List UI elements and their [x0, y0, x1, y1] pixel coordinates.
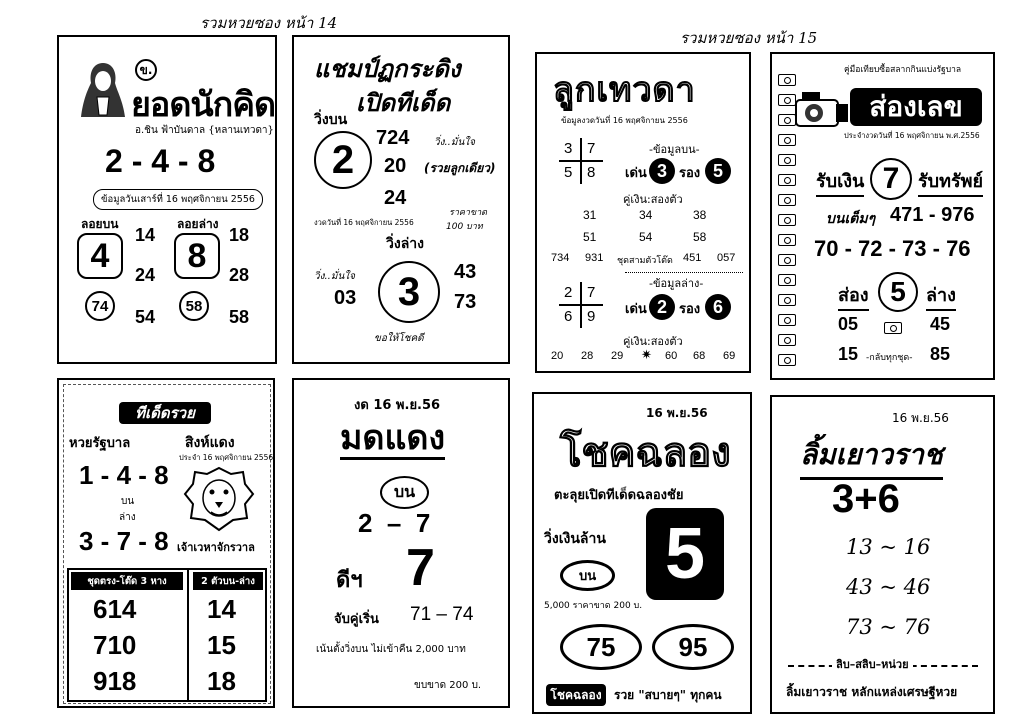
top-pill: บน — [380, 476, 429, 509]
triple: 734 — [551, 252, 570, 264]
date-line: ประจำ 16 พฤศจิกายน 2556 — [179, 453, 274, 462]
grid-cell: 7 — [587, 284, 596, 301]
bottom-pair: 68 — [693, 350, 706, 362]
flip-label: -กลับทุกชุด- — [866, 353, 913, 363]
camera-icon — [884, 322, 902, 334]
camera-icon — [778, 274, 796, 286]
card-yodnakkhit — [57, 35, 277, 364]
grid-cell: 2 — [564, 284, 573, 301]
top-num-3: 54 — [135, 307, 156, 327]
bottom-num-2: 28 — [229, 265, 250, 285]
bottom-pair: 60 — [665, 350, 678, 362]
bottom-label: ล่าง — [119, 512, 136, 523]
num-03: 03 — [334, 287, 357, 309]
triple: 451 — [683, 252, 702, 264]
run-label: วิ่งเงินล้าน — [544, 531, 606, 547]
num-75: 75 — [560, 624, 642, 670]
card-limyaowarat — [770, 395, 995, 714]
footer-tag: โชคฉลอง — [546, 684, 606, 706]
grid-cell: 7 — [587, 140, 596, 157]
camera-icon — [778, 234, 796, 246]
run-top-label: วิ่งบน — [314, 112, 348, 128]
top-num-2: 24 — [135, 265, 156, 285]
note-line: เน้นตั้งวิ่งบน ไม่เข้าคืน 2,000 บาท — [316, 644, 466, 655]
bottom-num-1: 43 — [454, 261, 477, 283]
camera-icon — [778, 194, 796, 206]
second-num-bottom: 6 — [705, 294, 731, 320]
card-title: มดแดง — [340, 420, 445, 460]
page-header-left: รวมหวยซอง หน้า 14 — [200, 14, 338, 32]
single-label: (รวยลูกเดียว) — [424, 161, 496, 175]
logo-mark: ข. — [135, 59, 157, 81]
top-label: บนเต็มๆ — [826, 211, 876, 227]
big-seven: 7 — [870, 158, 912, 200]
result-table — [67, 568, 267, 702]
lead-label-2: เด่น — [625, 302, 647, 317]
camera-icon — [778, 294, 796, 306]
bottom-label: ลอยล่าง — [177, 217, 219, 231]
pair: 38 — [693, 208, 707, 222]
star-icon: ✷ — [641, 348, 652, 363]
col2-header: 2 ตัวบน-ล่าง — [193, 572, 263, 590]
col1-value: 710 — [93, 630, 137, 660]
top-pill: บน — [560, 560, 615, 591]
main-numbers: 2 - 4 - 8 — [105, 143, 216, 179]
look-label: ส่อง — [838, 280, 869, 311]
big-five: 5 — [646, 508, 724, 600]
card-lukthewada — [535, 52, 751, 373]
bottom-numbers: 3 - 7 - 8 — [79, 526, 169, 556]
num-45: 45 — [930, 314, 951, 334]
col1-header: ชุดตรง-โต๊ด 3 หาง — [71, 572, 183, 590]
big-bottom-circle: 3 — [378, 261, 440, 323]
pair-label: จับคู่เริ่น — [334, 612, 379, 627]
price-line: ขบขาด 200 บ. — [414, 680, 482, 691]
main-numbers: 3+6 — [832, 477, 900, 521]
second-label: รอง — [679, 166, 701, 181]
grid-cell: 3 — [564, 140, 573, 157]
date-line: งวดวันที่ 16 พฤศจิกายน 2556 — [314, 218, 414, 227]
thinker-illustration — [79, 57, 127, 119]
pairs-label: คู่เงิน:สองตัว — [623, 193, 683, 206]
num-85: 85 — [930, 344, 951, 364]
lion-head-icon — [181, 464, 257, 532]
grid-cell: 6 — [564, 308, 573, 325]
top-num-1: 724 — [376, 127, 410, 149]
divider-label: ลิบ–สลิบ–หน่วย — [832, 655, 913, 673]
info-top: -ข้อมูลบน- — [649, 143, 700, 156]
bottom-num-2: 73 — [454, 291, 477, 313]
card-title: ลิ้มเยาวราช — [800, 433, 943, 480]
top-num-1: 14 — [135, 225, 156, 245]
col2-value: 14 — [207, 594, 236, 624]
top-label: ลอยบน — [81, 217, 119, 231]
win-money: รับเงิน — [816, 166, 864, 197]
top-num-3: 24 — [384, 187, 407, 209]
red-lion-label: สิงห์แดง — [185, 435, 235, 451]
num-15: 15 — [838, 344, 859, 364]
dotted-divider — [625, 272, 743, 273]
author-line: อ.ชิน ฟ้าบันดาล {หลานเทวดา} — [135, 125, 274, 136]
good-luck: ขอให้โชคดี — [374, 333, 424, 344]
big-seven: 7 — [406, 539, 435, 597]
camera-icon — [778, 314, 796, 326]
bottom-pair: 28 — [581, 350, 594, 362]
col2-value: 15 — [207, 630, 236, 660]
camcorder-icon — [792, 88, 850, 138]
col1-value: 614 — [93, 594, 137, 624]
subtitle: ตะลุยเปิดทีเด็ดฉลองชัย — [554, 488, 684, 503]
bottom-pair: 69 — [723, 350, 736, 362]
grid-cell: 9 — [587, 308, 596, 325]
card-chokchalong — [532, 392, 752, 714]
second-label-2: รอง — [679, 302, 701, 317]
card-title: ยอดนักคิด — [131, 85, 276, 125]
lead-label: เด่น — [625, 166, 647, 181]
camera-icon — [778, 214, 796, 226]
confident-label-2: วิ่ง..มั่นใจ — [314, 271, 356, 282]
top-numbers: 1 - 4 - 8 — [79, 460, 169, 490]
price-line: 5,000 ราคาขาด 200 บ. — [544, 601, 643, 611]
footer-text: ลิ้มเยาวราช หลักแหล่งเศรษฐีหวย — [786, 685, 958, 699]
confident-label: วิ่ง..มั่นใจ — [434, 137, 476, 148]
top-grid — [559, 138, 603, 184]
pair: 31 — [583, 208, 597, 222]
date-pill: ข้อมูลวันเสาร์ที่ 16 พฤศจิกายน 2556 — [93, 189, 263, 210]
hit-label: ดีฯ — [336, 568, 363, 593]
card-title-1: แชมป์ฏกระดิง — [314, 55, 461, 83]
price-label-2: 100 บาท — [446, 222, 483, 232]
page-header-right: รวมหวยซอง หน้า 15 — [680, 29, 818, 47]
col1-value: 918 — [93, 666, 137, 696]
pair-nums: 71 – 74 — [410, 604, 474, 625]
top-num-2: 20 — [384, 155, 407, 177]
date-line: ประจำงวดวันที่ 16 พฤศจิกายน พ.ศ.2556 — [844, 131, 980, 140]
price-label-1: ราคาขาด — [449, 208, 488, 218]
card-title-2: เปิดทีเด็ด — [356, 89, 451, 117]
triple: 057 — [717, 252, 736, 264]
date-line: ข้อมูลงวดวันที่ 16 พฤศจิกายน 2556 — [561, 116, 688, 125]
lead-num-top: 3 — [649, 158, 675, 184]
triple-label: ชุดสามตัวโต๊ด — [617, 256, 673, 266]
pairs-label-2: คู่เงิน:สองตัว — [623, 335, 683, 348]
card-title: ลูกเทวดา — [553, 70, 696, 110]
card-champ — [292, 35, 510, 364]
bottom-pair: 29 — [611, 350, 624, 362]
date-line: 16 พ.ย.56 — [892, 411, 949, 425]
bottom-num-1: 18 — [229, 225, 250, 245]
card-songlek — [770, 52, 995, 380]
line-two: 70 - 72 - 73 - 76 — [814, 236, 971, 261]
pair: 54 — [639, 230, 653, 244]
line-1: 13 ~ 16 — [846, 535, 931, 559]
date-line: งด 16 พ.ย.56 — [354, 398, 441, 413]
camera-icon — [778, 74, 796, 86]
card-motdaeng — [292, 378, 510, 708]
bottom-num-3: 58 — [229, 307, 250, 327]
num-05: 05 — [838, 314, 859, 334]
camera-icon — [778, 334, 796, 346]
top-tag: คู่มือเทียบซื้อสลากกินแบ่งรัฐบาล — [844, 65, 962, 75]
run-bottom-label: วิ่งล่าง — [386, 236, 424, 252]
camera-icon — [778, 174, 796, 186]
banner: ทีเด็ดรวย — [119, 402, 211, 424]
camera-icon — [778, 154, 796, 166]
pair: 58 — [693, 230, 707, 244]
win-asset: รับทรัพย์ — [918, 166, 983, 197]
grid-cell: 8 — [587, 164, 596, 181]
big-five: 5 — [878, 272, 918, 312]
top-digit-box: 4 — [77, 233, 123, 279]
info-bottom: -ข้อมูลล่าง- — [649, 277, 704, 290]
bottom-label: ล่าง — [926, 280, 956, 311]
col2-value: 18 — [207, 666, 236, 696]
circled-right: 58 — [179, 291, 209, 321]
pair: 51 — [583, 230, 597, 244]
camera-icon — [778, 354, 796, 366]
bottom-grid — [559, 282, 603, 328]
grid-cell: 5 — [564, 164, 573, 181]
lord-label: เจ้าเวหาจักรวาล — [177, 541, 255, 554]
triple: 931 — [585, 252, 604, 264]
card-thiedet — [57, 378, 275, 708]
bottom-digit-box: 8 — [174, 233, 220, 279]
lead-num-bottom: 2 — [649, 294, 675, 320]
card-title: ส่องเลข — [850, 88, 982, 126]
pair: 34 — [639, 208, 653, 222]
circled-left: 74 — [85, 291, 115, 321]
second-num-top: 5 — [705, 158, 731, 184]
line-3: 73 ~ 76 — [846, 615, 931, 639]
bottom-pair: 20 — [551, 350, 564, 362]
big-top-circle: 2 — [314, 131, 372, 189]
card-title: โชคฉลอง — [560, 430, 731, 476]
gov-label: หวยรัฐบาล — [69, 436, 131, 451]
pair-numbers: 2 – 7 — [358, 508, 431, 538]
top-label: บน — [121, 496, 135, 507]
footer-text: รวย "สบายๆ" ทุกคน — [614, 688, 722, 702]
line-2: 43 ~ 46 — [846, 575, 931, 599]
top-numbers: 471 - 976 — [890, 204, 975, 226]
num-95: 95 — [652, 624, 734, 670]
date-line: 16 พ.ย.56 — [646, 406, 708, 420]
camera-icon — [778, 254, 796, 266]
